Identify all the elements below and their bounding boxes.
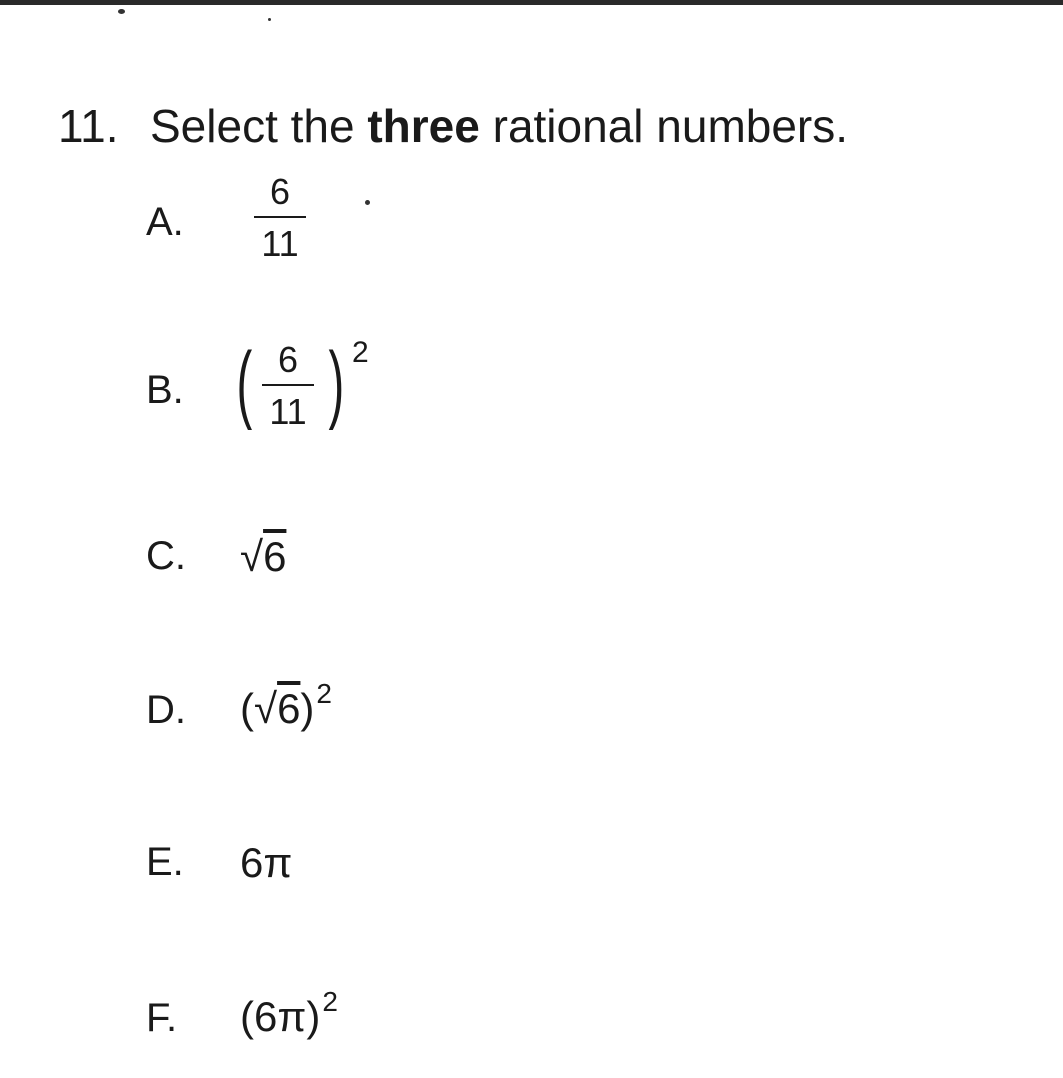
question-text-suffix: rational numbers. bbox=[479, 100, 849, 152]
close-paren: ) bbox=[328, 335, 345, 431]
question-emphasis: three bbox=[367, 100, 480, 152]
scan-speck bbox=[118, 9, 125, 14]
option-label: A. bbox=[146, 200, 184, 244]
radical-sign: √ bbox=[254, 685, 278, 732]
fraction-denominator: 11 bbox=[269, 391, 307, 432]
fraction-numerator: 6 bbox=[269, 171, 291, 212]
option-label: B. bbox=[146, 368, 184, 412]
option-expression bbox=[240, 678, 332, 737]
fraction-bar bbox=[262, 384, 314, 386]
open-paren: ( bbox=[236, 335, 253, 431]
question-prompt bbox=[58, 98, 848, 154]
question-text-prefix: Select the bbox=[150, 100, 368, 152]
fraction-denominator: 11 bbox=[261, 223, 299, 264]
radical-sign: √ bbox=[240, 533, 264, 580]
exponent: 2 bbox=[316, 678, 332, 709]
option-expression: 6π bbox=[240, 839, 293, 886]
option-label: F. bbox=[146, 996, 178, 1040]
fraction-numerator: 6 bbox=[277, 339, 299, 380]
option-label: C. bbox=[146, 534, 186, 578]
close-paren: ) bbox=[300, 685, 315, 732]
scan-speck bbox=[365, 200, 370, 205]
scan-speck bbox=[268, 18, 271, 21]
open-paren: ( bbox=[240, 685, 254, 732]
exponent: 2 bbox=[322, 986, 338, 1017]
question-number: 11. bbox=[58, 100, 119, 152]
fraction-bar bbox=[254, 216, 306, 218]
fraction bbox=[254, 172, 306, 264]
option-expression bbox=[240, 986, 338, 1045]
fraction bbox=[262, 340, 314, 432]
expression-text: (6π) bbox=[240, 993, 321, 1040]
option-label: D. bbox=[146, 688, 186, 732]
radicand: 6 bbox=[263, 533, 287, 580]
option-expression bbox=[240, 534, 286, 580]
radicand: 6 bbox=[277, 685, 301, 732]
exponent: 2 bbox=[352, 336, 369, 369]
option-label: E. bbox=[146, 840, 184, 884]
top-rule bbox=[0, 0, 1063, 5]
